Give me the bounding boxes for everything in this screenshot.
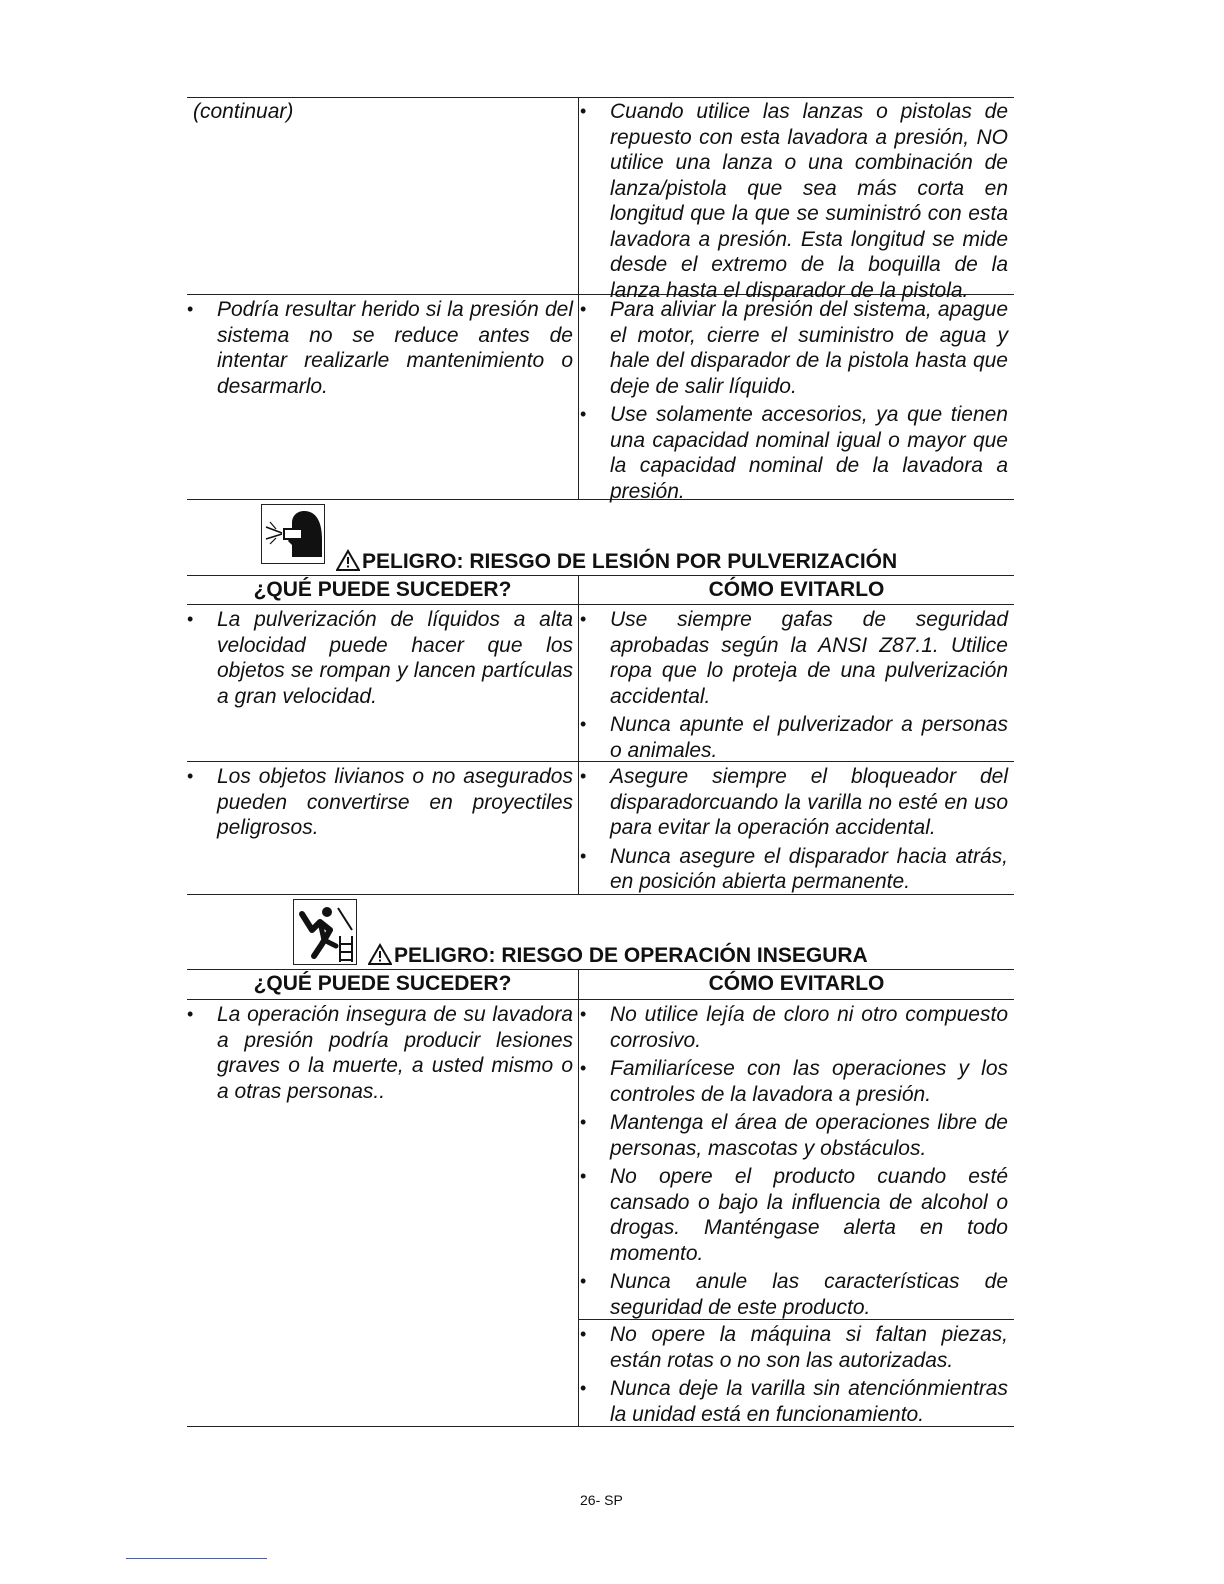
list-item: • Para aliviar la presión del sistema, apague el motor, cierre el suministro de agua y hale del disparador de la pistola hasta que deje de salir líquido.: [580, 298, 1008, 398]
table1-row2-left: [187, 297, 573, 399]
warning-triangle-icon: [368, 943, 392, 965]
section2-column-divider: [578, 575, 579, 894]
bullet: •: [187, 1004, 194, 1024]
bullet: •: [580, 1004, 587, 1024]
section2-row2-left: [187, 764, 573, 841]
bullet: •: [187, 609, 194, 629]
section2-header-bottom-rule: [187, 604, 1014, 605]
list-item: • Los objetos livianos o no asegurados pueden convertirse en proyectiles peligrosos.: [187, 765, 573, 839]
list-item: • Asegure siempre el bloqueador del disparadorcuando la varilla no esté en uso para evitar la operación accidental.: [580, 765, 1008, 839]
bullet: •: [580, 101, 587, 121]
table1-top-rule: [187, 97, 1014, 98]
list-item: • Nunca deje la varilla sin atenciónmientras la unidad está en funcionamiento.: [580, 1377, 1008, 1426]
list-item: • No utilice lejía de cloro ni otro compuesto corrosivo.: [580, 1003, 1008, 1052]
bullet: •: [187, 299, 194, 319]
section3-row1-right: [580, 1002, 1008, 1320]
column-header-what-can-happen: ¿QUÉ PUEDE SUCEDER?: [253, 972, 512, 995]
bullet: •: [580, 609, 587, 629]
table1-row2-right: [580, 297, 1008, 504]
section2-row1-right: [580, 607, 1008, 763]
list-item: • Podría resultar herido si la presión del sistema no se reduce antes de intentar realizarle mantenimiento o desarmarlo.: [187, 298, 573, 398]
column-header-how-to-avoid: CÓMO EVITARLO: [708, 972, 885, 995]
section-title-spray: PELIGRO: RIESGO DE LESIÓN POR PULVERIZACIÓN: [336, 549, 897, 575]
bullet: •: [580, 845, 587, 866]
list-item: • La operación insegura de su lavadora a presión podría producir lesiones graves o la muerte, a usted mismo o a otras personas..: [187, 1003, 573, 1103]
safety-goggles-icon: [261, 504, 325, 564]
section-title-unsafe-operation: PELIGRO: RIESGO DE OPERACIÓN INSEGURA: [368, 943, 868, 969]
table1-column-divider: [578, 97, 579, 499]
bullet: •: [580, 1378, 587, 1398]
warning-triangle-icon: [336, 549, 360, 571]
bullet: •: [580, 1271, 587, 1291]
bullet: •: [580, 714, 587, 734]
list-item: • Cuando utilice las lanzas o pistolas de repuesto con esta lavadora a presión, NO utilice una lanza o una combinación de lanza/pistola que sea más corta en longitud que la que se suministró con esta lavadora a presión. Esta longitud se mide desde el extremo de la boquilla de la lanza hasta el disparador de la pistola.: [580, 100, 1008, 302]
bullet: •: [580, 404, 587, 424]
list-item: • Nunca asegure el disparador hacia atrás, en posición abierta permanente.: [580, 844, 1008, 893]
continued-label: (continuar): [193, 100, 294, 123]
table1-row1-left: [193, 99, 563, 125]
list-item: • La pulverización de líquidos a alta velocidad puede hacer que los objetos se rompan y lancen partículas a gran velocidad.: [187, 608, 573, 708]
section3-header-top-rule: [187, 969, 1014, 970]
section3-row2-right: [580, 1322, 1008, 1427]
section3-row1-left: [187, 1002, 573, 1104]
list-item: • Nunca anule las características de seguridad de este producto.: [580, 1270, 1008, 1319]
column-header-what-can-happen: ¿QUÉ PUEDE SUCEDER?: [253, 578, 512, 601]
section2-row1-left: [187, 607, 573, 709]
list-item: • Use solamente accesorios, ya que tienen una capacidad nominal igual o mayor que la capacidad nominal de la lavadora a presión.: [580, 403, 1008, 503]
list-item: • Nunca apunte el pulverizador a personas o animales.: [580, 713, 1008, 762]
list-item: • Mantenga el área de operaciones libre de personas, mascotas y obstáculos.: [580, 1111, 1008, 1160]
bullet: •: [187, 766, 194, 786]
section3-header-bottom-rule: [187, 999, 1014, 1000]
bullet: •: [580, 1058, 587, 1078]
list-item: • No opere el producto cuando esté cansado o bajo la influencia de alcohol o drogas. Manténgase alerta en todo momento.: [580, 1165, 1008, 1265]
list-item: • Familiarícese con las operaciones y los controles de la lavadora a presión.: [580, 1057, 1008, 1106]
bullet: •: [580, 766, 587, 786]
section2-header-top-rule: [187, 575, 1014, 576]
list-item: • No opere la máquina si faltan piezas, están rotas o no son las autorizadas.: [580, 1323, 1008, 1372]
bottom-rule: [126, 1558, 267, 1559]
bullet: •: [580, 1324, 587, 1344]
bullet: •: [580, 1166, 587, 1186]
column-header-how-to-avoid: CÓMO EVITARLO: [708, 578, 885, 601]
list-item: • Use siempre gafas de seguridad aprobadas según la ANSI Z87.1. Utilice ropa que lo proteja de una pulverización accidental.: [580, 608, 1008, 708]
bullet: •: [580, 1112, 587, 1132]
table1-row1-right: [580, 99, 1008, 303]
bullet: •: [580, 299, 587, 319]
page-number: 26- SP: [580, 1492, 623, 1508]
falling-person-icon: [293, 899, 357, 965]
section3-column-divider: [578, 969, 579, 1426]
section2-row2-right: [580, 764, 1008, 895]
